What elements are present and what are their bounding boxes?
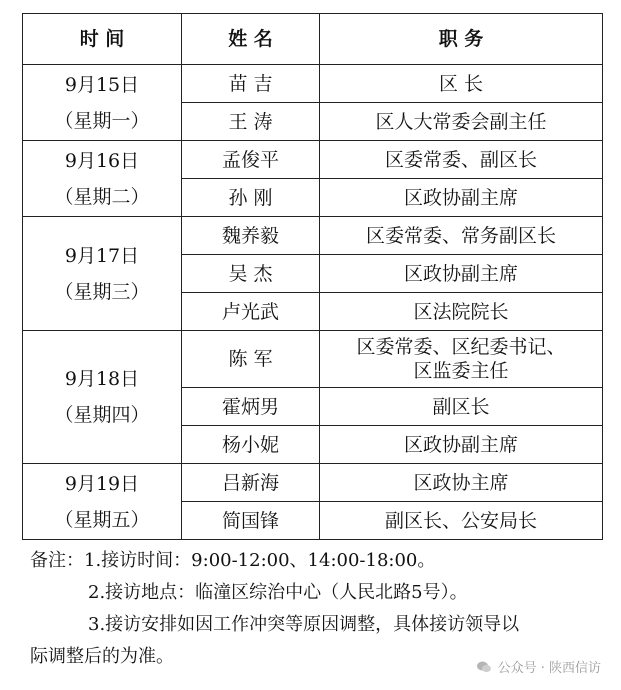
role-line-1: 区委常委、区纪委书记、 (356, 336, 566, 358)
note-line-3: 3.接访安排如因工作冲突等原因调整，具体接访领导以 (88, 614, 520, 635)
role-cell: 区政协副主席 (320, 179, 603, 217)
date-text: 9月17日 (64, 244, 140, 267)
date-cell-day5 (23, 464, 182, 540)
wechat-icon (476, 659, 492, 675)
role-cell: 区政协副主席 (320, 255, 603, 293)
name-cell: 霍炳男 (182, 388, 320, 426)
weekday-text: （星期一） (54, 109, 150, 132)
name-cell: 杨小妮 (182, 426, 320, 464)
weekday-text: （星期三） (54, 280, 150, 303)
name-cell: 苗 吉 (182, 65, 320, 103)
role-line-2: 区监委主任 (413, 360, 509, 382)
name-cell: 魏养毅 (182, 217, 320, 255)
weekday-text: （星期四） (54, 404, 150, 426)
watermark-text: 公众号 · 陕西信访 (497, 661, 601, 676)
header-role: 职 务 (320, 14, 603, 65)
role-cell: 区法院院长 (320, 293, 603, 331)
date-cell-day3 (23, 217, 182, 331)
role-cell: 区委常委、副区长 (320, 141, 603, 179)
role-cell: 区人大常委会副主任 (320, 103, 603, 141)
name-cell: 王 涛 (182, 103, 320, 141)
name-cell: 卢光武 (182, 293, 320, 331)
date-cell-day1 (23, 65, 182, 141)
date-cell-day4 (23, 331, 182, 464)
note-line-1: 备注：1.接访时间：9:00-12:00、14:00-18:00。 (30, 550, 436, 571)
name-cell: 孙 刚 (182, 179, 320, 217)
name-cell: 吕新海 (182, 464, 320, 502)
weekday-text: （星期二） (54, 185, 150, 208)
date-text: 9月18日 (64, 368, 140, 390)
name-cell: 吴 杰 (182, 255, 320, 293)
role-cell: 副区长 (320, 388, 603, 426)
date-text: 9月15日 (64, 73, 140, 96)
role-cell (320, 331, 603, 388)
date-text: 9月19日 (64, 472, 140, 495)
notes-section (30, 545, 605, 673)
role-cell: 副区长、公安局长 (320, 502, 603, 540)
role-cell: 区委常委、常务副区长 (320, 217, 603, 255)
header-name: 姓 名 (182, 14, 320, 65)
reception-schedule-table (22, 13, 603, 540)
note-line-2: 2.接访地点：临潼区综治中心（人民北路5号）。 (88, 582, 468, 603)
role-cell: 区政协副主席 (320, 426, 603, 464)
note-line-4: 际调整后的为准。 (30, 646, 174, 667)
name-cell: 陈 军 (182, 331, 320, 388)
role-cell: 区政协主席 (320, 464, 603, 502)
date-text: 9月16日 (64, 149, 140, 172)
header-time: 时 间 (23, 14, 182, 65)
weekday-text: （星期五） (54, 508, 150, 531)
name-cell: 孟俊平 (182, 141, 320, 179)
role-cell: 区 长 (320, 65, 603, 103)
date-cell-day2 (23, 141, 182, 217)
watermark (476, 657, 601, 676)
name-cell: 简国锋 (182, 502, 320, 540)
